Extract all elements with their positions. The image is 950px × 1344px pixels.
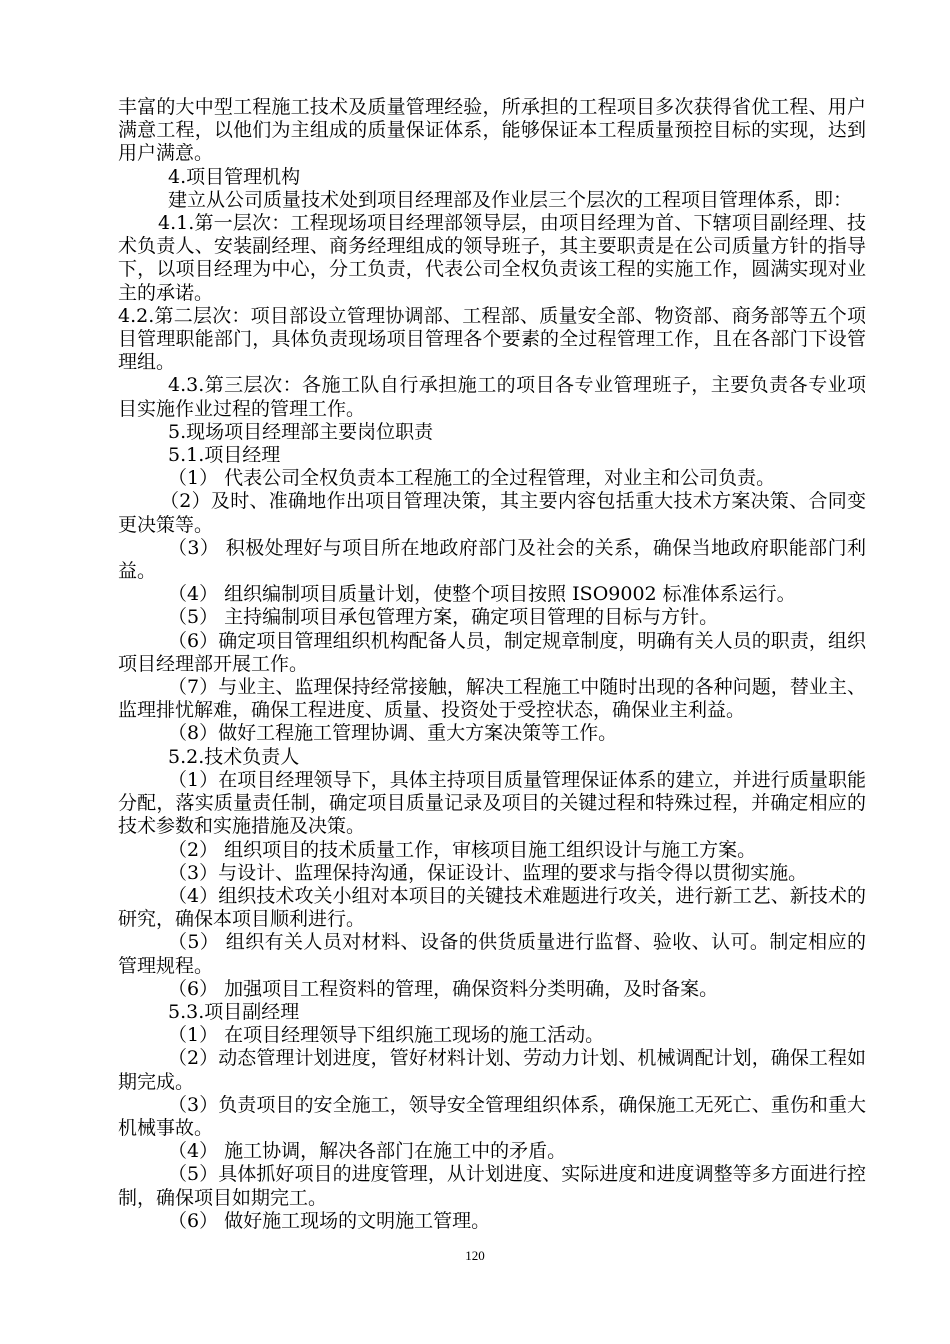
document-body — [118, 96, 866, 1233]
list-item-tech-3: （3）与设计、监理保持沟通，保证设计、监理的要求与指令得以贯彻实施。 — [168, 861, 808, 884]
paragraph-level-1: 4.1.第一层次：工程现场项目经理部领导层，由项目经理为首、下辖项目副经理、技术负责人、安装副经理、商务经理组成的领导班子，其主要职责是在公司质量方针的指导下，以项目经理为中心，分工负责，代表公司全权负责该工程的实施工作，圆满实现对业主的承诺。 — [118, 212, 866, 304]
list-item-deputy-5: （5）具体抓好项目的进度管理，从计划进度、实际进度和进度调整等多方面进行控制，确保项目如期完工。 — [118, 1163, 866, 1209]
paragraph-level-2: 4.2.第二层次：项目部设立管理协调部、工程部、质量安全部、物资部、商务部等五个项目管理职能部门，具体负责现场项目管理各个要素的全过程管理工作，且在各部门下设管理组。 — [118, 304, 866, 374]
heading-section-5-1: 5.1.项目经理 — [168, 444, 281, 467]
list-item-tech-4: （4）组织技术攻关小组对本项目的关键技术难题进行攻关，进行新工艺、新技术的研究，确保本项目顺利进行。 — [118, 884, 866, 931]
list-item-deputy-4: （4） 施工协调，解决各部门在施工中的矛盾。 — [168, 1140, 567, 1163]
list-item-pm-2: （2）及时、准确地作出项目管理决策，其主要内容包括重大技术方案决策、合同变更决策等。 — [118, 490, 866, 536]
list-item-tech-5: （5） 组织有关人员对材料、设备的供货质量进行监督、验收、认可。制定相应的管理规程。 — [118, 931, 866, 977]
heading-section-5-2: 5.2.技术负责人 — [168, 745, 300, 768]
list-item-deputy-3: （3）负责项目的安全施工，领导安全管理组织体系，确保施工无死亡、重伤和重大机械事故。 — [118, 1093, 866, 1139]
heading-section-5-3: 5.3.项目副经理 — [168, 1000, 300, 1023]
list-item-tech-1: （1）在项目经理领导下，具体主持项目质量管理保证体系的建立，并进行质量职能分配，落实质量责任制，确定项目质量记录及项目的关键过程和特殊过程，并确定相应的技术参数和实施措施及决策。 — [118, 768, 866, 838]
list-item-pm-5: （5） 主持编制项目承包管理方案，确定项目管理的目标与方针。 — [168, 606, 719, 629]
list-item-pm-1: （1） 代表公司全权负责本工程施工的全过程管理，对业主和公司负责。 — [168, 467, 776, 490]
paragraph-intro: 丰富的大中型工程施工技术及质量管理经验，所承担的工程项目多次获得省优工程、用户满意工程，以他们为主组成的质量保证体系，能够保证本工程质量预控目标的实现，达到用户满意。 — [118, 96, 866, 165]
paragraph-level-3: 4.3.第三层次：各施工队自行承担施工的项目各专业管理班子，主要负责各专业项目实施作业过程的管理工作。 — [118, 374, 866, 420]
list-item-pm-8: （8）做好工程施工管理协调、重大方案决策等工作。 — [168, 722, 618, 745]
paragraph-management-system: 建立从公司质量技术处到项目经理部及作业层三个层次的工程项目管理体系，即： — [168, 188, 853, 211]
list-item-pm-3: （3） 积极处理好与项目所在地政府部门及社会的关系，确保当地政府职能部门利益。 — [118, 536, 866, 583]
page-number: 120 — [465, 1248, 485, 1263]
list-item-deputy-6: （6） 做好施工现场的文明施工管理。 — [168, 1209, 491, 1232]
list-item-tech-6: （6） 加强项目工程资料的管理，确保资料分类明确，及时备案。 — [168, 977, 719, 1000]
heading-section-5: 5.现场项目经理部主要岗位职责 — [168, 420, 434, 443]
list-item-deputy-1: （1） 在项目经理领导下组织施工现场的施工活动。 — [168, 1024, 605, 1047]
list-item-tech-2: （2） 组织项目的技术质量工作，审核项目施工组织设计与施工方案。 — [168, 838, 757, 861]
heading-section-4: 4.项目管理机构 — [168, 165, 301, 188]
list-item-pm-4: （4） 组织编制项目质量计划，使整个项目按照 ISO9002 标准体系运行。 — [168, 583, 796, 606]
list-item-pm-7: （7）与业主、监理保持经常接触，解决工程施工中随时出现的各种问题，替业主、监理排忧解难，确保工程进度、质量、投资处于受控状态，确保业主利益。 — [118, 676, 866, 722]
list-item-deputy-2: （2）动态管理计划进度，管好材料计划、劳动力计划、机械调配计划，确保工程如期完成。 — [118, 1047, 866, 1093]
list-item-pm-6: （6）确定项目管理组织机构配备人员，制定规章制度，明确有关人员的职责，组织项目经理部开展工作。 — [118, 629, 866, 675]
